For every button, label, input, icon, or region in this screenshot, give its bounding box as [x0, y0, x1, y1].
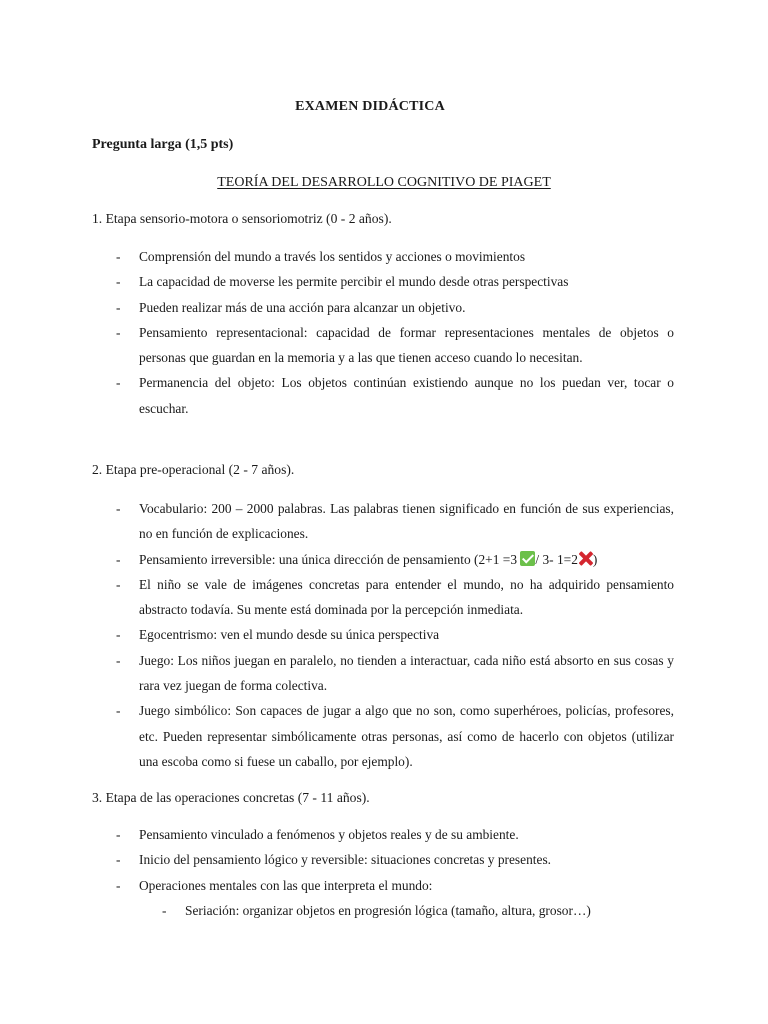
- list-item-text: El niño se vale de imágenes concretas para entender el mundo, no ha adquirido pensamiento abstracto todavía. Su mente está dominada por la percepción inmediata.: [139, 576, 674, 618]
- list-item: [92, 269, 674, 294]
- list-item-text: La capacidad de moverse les permite percibir el mundo desde otras perspectivas: [139, 274, 569, 290]
- check-mark-icon: [520, 551, 535, 566]
- stage-3-list: [92, 822, 674, 898]
- bullet-dash: -: [116, 852, 121, 868]
- bullet-dash: -: [116, 576, 121, 592]
- stage-3-heading: 3. Etapa de las operaciones concretas (7 - 11 años).: [92, 790, 370, 805]
- list-item: [92, 847, 674, 872]
- list-item: [92, 648, 674, 699]
- bullet-dash: -: [116, 299, 121, 315]
- stage-1-list: [92, 244, 674, 421]
- list-item-text: Vocabulario: 200 – 2000 palabras. Las palabras tienen significado en función de sus experiencias, no en función de explicaciones.: [139, 501, 674, 542]
- list-item-text: Juego simbólico: Son capaces de jugar a algo que no son, como superhéroes, policías, profesores, etc. Pueden representar simbólicamente otras personas, así como de hacerlo con objetos (utilizar una escoba como si fuese un caballo, por ejemplo).: [139, 703, 674, 769]
- irreversible-text-a: Pensamiento irreversible: una única dirección de pensamiento (2+1 =3: [139, 551, 521, 567]
- stage-2-list: [92, 496, 674, 774]
- list-item-text: Comprensión del mundo a través los sentidos y acciones o movimientos: [139, 249, 526, 264]
- bullet-dash: -: [116, 551, 121, 567]
- list-item-text: Inicio del pensamiento lógico y reversible: situaciones concretas y presentes.: [139, 852, 551, 868]
- irreversible-text-b: / 3- 1=2: [535, 551, 578, 567]
- bullet-dash: -: [116, 627, 121, 643]
- cross-mark-icon: [578, 551, 593, 566]
- topic-heading: TEORÍA DEL DESARROLLO COGNITIVO DE PIAGET: [217, 175, 551, 190]
- stage-2-heading: 2. Etapa pre-operacional (2 - 7 años).: [92, 462, 295, 477]
- stage-3-sublist: [139, 898, 679, 923]
- list-item: [92, 295, 674, 320]
- list-item: [92, 320, 674, 371]
- list-item: [92, 547, 674, 572]
- bullet-dash: -: [162, 903, 167, 918]
- document-title: EXAMEN DIDÁCTICA: [295, 99, 445, 114]
- bullet-dash: -: [116, 501, 121, 516]
- question-heading: Pregunta larga (1,5 pts): [92, 137, 234, 152]
- sub-list-item-text: Seriación: organizar objetos en progresión lógica (tamaño, altura, grosor…): [185, 903, 591, 918]
- list-item-text: Pensamiento vinculado a fenómenos y objetos reales y de su ambiente.: [139, 827, 519, 842]
- list-item-text: Permanencia del objeto: Los objetos continúan existiendo aunque no los puedan ver, tocar o escuchar.: [139, 375, 674, 416]
- bullet-dash: -: [116, 703, 121, 719]
- list-item-text: Egocentrismo: ven el mundo desde su única perspectiva: [139, 627, 440, 643]
- list-item-text: Pueden realizar más de una acción para alcanzar un objetivo.: [139, 299, 466, 315]
- bullet-dash: -: [116, 324, 121, 340]
- bullet-dash: -: [116, 877, 121, 893]
- list-item: [92, 572, 674, 623]
- list-item: [92, 244, 674, 269]
- bullet-dash: -: [116, 652, 121, 668]
- list-item: [92, 873, 674, 898]
- list-item: [92, 370, 674, 421]
- list-item: [92, 496, 674, 547]
- bullet-dash: -: [116, 274, 121, 290]
- list-item-text: Pensamiento representacional: capacidad de formar representaciones mentales de objetos o personas que guardan en la memoria y a las que tienen acceso cuando lo necesitan.: [139, 324, 674, 366]
- irreversible-text-c: ): [592, 551, 598, 567]
- list-item: [92, 698, 674, 774]
- list-item: [92, 622, 674, 647]
- stage-1-heading: 1. Etapa sensorio-motora o sensoriomotriz (0 - 2 años).: [92, 211, 392, 226]
- bullet-dash: -: [116, 375, 121, 391]
- list-item-text: Operaciones mentales con las que interpreta el mundo:: [139, 877, 433, 893]
- list-item: [92, 822, 674, 847]
- list-item-text: Juego: Los niños juegan en paralelo, no tienden a interactuar, cada niño está absorto en sus cosas y rara vez juegan de forma colectiva.: [139, 652, 674, 694]
- bullet-dash: -: [116, 827, 121, 842]
- sub-list-item: [139, 898, 679, 923]
- bullet-dash: -: [116, 249, 121, 264]
